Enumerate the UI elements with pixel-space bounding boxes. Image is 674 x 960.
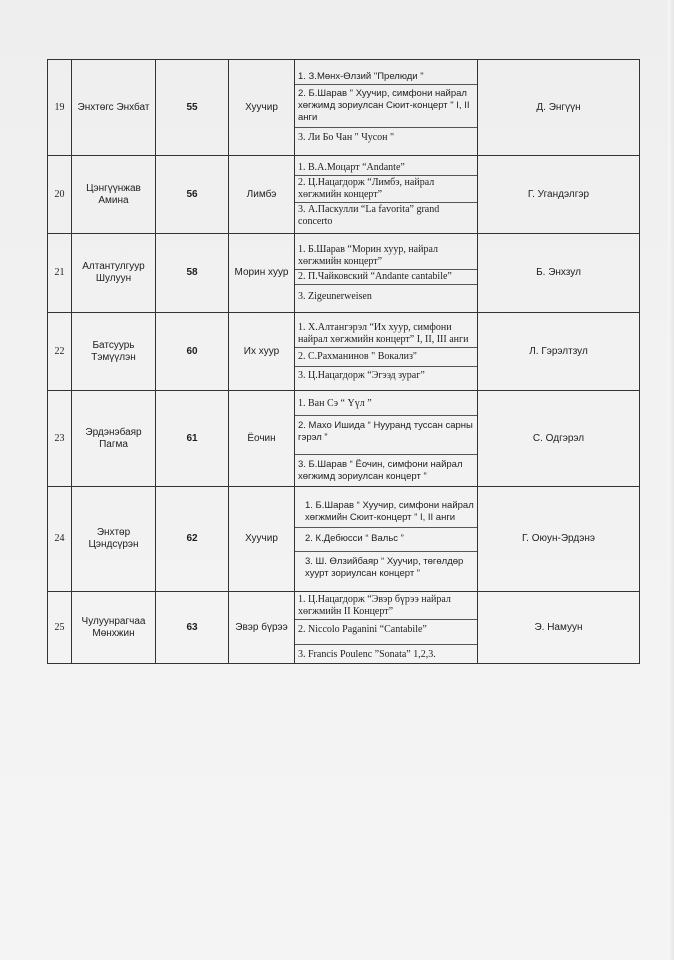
repertoire-item: 1. Б.Шарав “Морин хуур, найрал хөгжмийн концерт”: [295, 243, 477, 270]
performer-name: Батсуурь Тэмүүлэн: [72, 313, 156, 391]
repertoire-cell: [295, 313, 478, 391]
age-value: 60: [156, 313, 229, 391]
repertoire-cell: [295, 592, 478, 664]
repertoire-item: 1. Ван Сэ “ Үүл ”: [295, 394, 477, 416]
age-value: 58: [156, 234, 229, 313]
repertoire-item: 1. Б.Шарав “ Хуучир, симфони найрал хөгжмийн Сюит-концерт ” I, II анги: [295, 498, 477, 528]
instrument: Хуучир: [229, 487, 295, 592]
performer-name: Энхтөр Цэндсүрэн: [72, 487, 156, 592]
row-number: 24: [48, 487, 72, 592]
repertoire-item: 3. Zigeunerweisen: [298, 290, 372, 302]
repertoire-cell: [295, 60, 478, 156]
table-row: [48, 234, 640, 313]
repertoire-item: 1. В.А.Моцарт “Andante”: [295, 161, 477, 176]
repertoire-item: 2. П.Чайковский “Andante cantabile”: [295, 270, 477, 285]
table-row: [48, 487, 640, 592]
teacher-name: Д. Энгүүн: [478, 60, 640, 156]
table-row: [48, 60, 640, 156]
table-row: [48, 391, 640, 487]
row-number: 19: [48, 60, 72, 156]
instrument: Их хуур: [229, 313, 295, 391]
table-row: [48, 592, 640, 664]
performer-name: Чулуунрагчаа Мөнхжин: [72, 592, 156, 664]
row-number: 21: [48, 234, 72, 313]
row-number: 20: [48, 156, 72, 234]
row-number: 23: [48, 391, 72, 487]
age-value: 55: [156, 60, 229, 156]
teacher-name: Г. Угандэлгэр: [478, 156, 640, 234]
teacher-name: Г. Оюун-Эрдэнэ: [478, 487, 640, 592]
repertoire-item: 2. С.Рахманинов " Вокализ": [295, 348, 477, 367]
table-row: [48, 156, 640, 234]
instrument: Хуучир: [229, 60, 295, 156]
age-value: 56: [156, 156, 229, 234]
repertoire-item: 2. Б.Шарав " Хуучир, симфони найрал хөгжимд зориулсан Сюит-концерт " I, II анги: [295, 85, 477, 128]
instrument: Морин хуур: [229, 234, 295, 313]
teacher-name: Л. Гэрэлтзул: [478, 313, 640, 391]
repertoire-cell: [295, 156, 478, 234]
teacher-name: Э. Намуун: [478, 592, 640, 664]
repertoire-item: 3. Ли Бо Чан " Чусон ": [298, 132, 395, 143]
repertoire-item: 1. Х.Алтангэрэл “Их хуур, симфони найрал хөгжмийн концерт” I, II, III анги: [295, 321, 477, 348]
repertoire-item: 3. Ц.Нацагдорж “Эгээд зураг”: [298, 369, 425, 381]
repertoire-item: 3. А.Паскулли “La favorita” grand concerto: [298, 203, 440, 227]
repertoire-item: 2. К.Дебюсси “ Вальс ”: [295, 528, 477, 552]
repertoire-cell: [295, 234, 478, 313]
teacher-name: С. Одгэрэл: [478, 391, 640, 487]
repertoire-item: 3. Ш. Өлзийбаяр “ Хуучир, төгөлдөр хуурт зориулсан концерт ”: [305, 555, 464, 579]
instrument: Лимбэ: [229, 156, 295, 234]
performer-name: Эрдэнэбаяр Пагма: [72, 391, 156, 487]
age-value: 61: [156, 391, 229, 487]
age-value: 62: [156, 487, 229, 592]
repertoire-item: 1. З.Мөнх-Өлзий "Прелюди ": [295, 70, 477, 85]
repertoire-item: 2. Niccolo Paganini “Cantabile”: [295, 620, 477, 645]
repertoire-item: 1. Ц.Нацагдорж “Эвэр бүрээ найрал хөгжмийн II Концерт”: [295, 593, 477, 620]
repertoire-item: 3. Francis Poulenc ”Sonata” 1,2,3.: [298, 649, 436, 660]
table-row: [48, 313, 640, 391]
instrument: Эвэр бүрээ: [229, 592, 295, 664]
performer-name: Алтантулгуур Шулуун: [72, 234, 156, 313]
repertoire-cell: [295, 391, 478, 487]
instrument: Ёочин: [229, 391, 295, 487]
program-table: [47, 59, 640, 664]
row-number: 25: [48, 592, 72, 664]
teacher-name: Б. Энхзул: [478, 234, 640, 313]
repertoire-cell: [295, 487, 478, 592]
age-value: 63: [156, 592, 229, 664]
performer-name: Цэнгүүнжав Амина: [72, 156, 156, 234]
repertoire-item: 2. Ц.Нацагдорж “Лимбэ, найрал хөгжмийн концерт”: [295, 176, 477, 203]
row-number: 22: [48, 313, 72, 391]
page-edge-shadow: [668, 0, 674, 960]
performer-name: Энхтөгс Энхбат: [72, 60, 156, 156]
repertoire-item: 2. Махо Ишида “ Нууранд туссан сарны гэрэл ”: [295, 416, 477, 455]
repertoire-item: 3. Б.Шарав “ Ёочин, симфони найрал хөгжимд зориулсан концерт ”: [298, 458, 463, 482]
